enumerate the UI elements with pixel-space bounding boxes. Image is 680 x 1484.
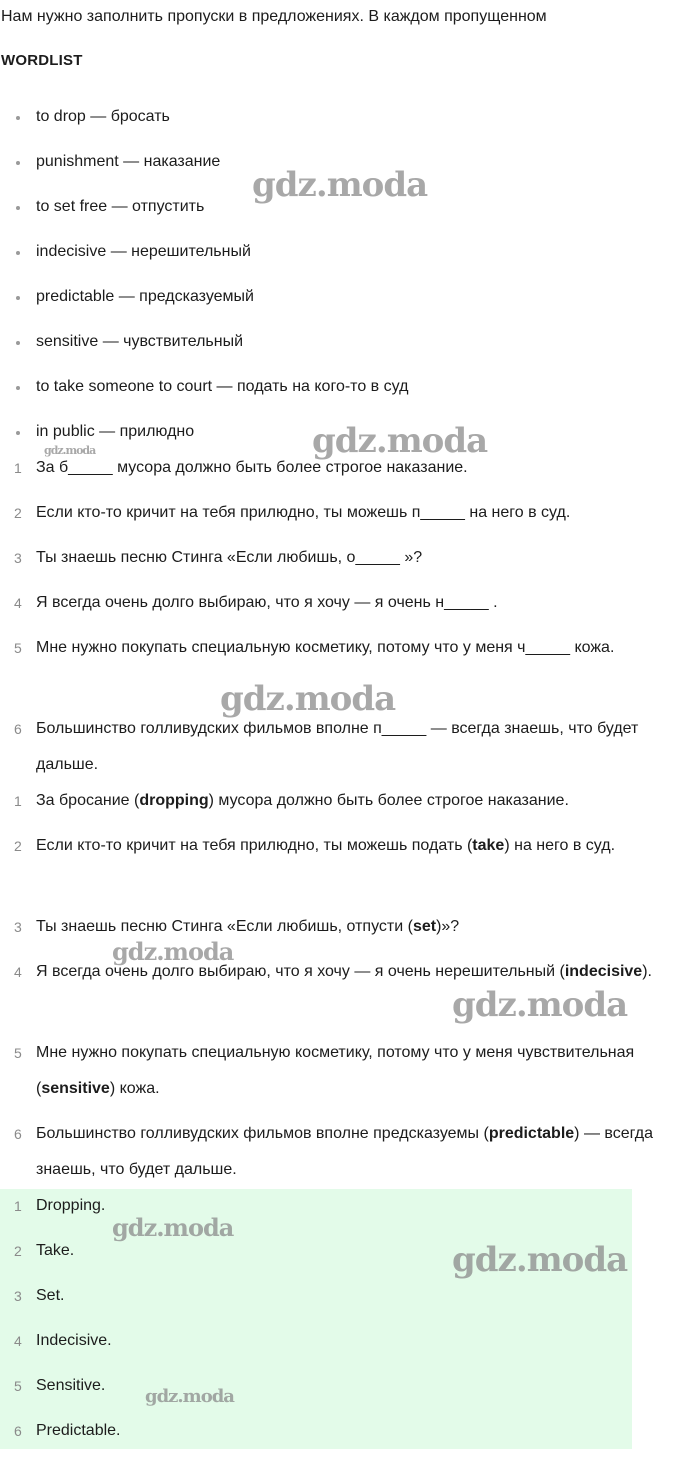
watermark: gdz.moda [112, 1213, 234, 1242]
watermark: gdz.moda [452, 1240, 628, 1280]
watermark: gdz.moda [220, 679, 396, 719]
answers-box [0, 1189, 632, 1449]
bullet-icon [16, 431, 20, 435]
watermark: gdz.moda [112, 937, 234, 966]
watermark: gdz.moda [44, 444, 96, 457]
wordlist-title: WORDLIST [1, 52, 83, 69]
watermark: gdz.moda [145, 1386, 234, 1407]
watermark: gdz.moda [312, 421, 488, 461]
bullet-icon [16, 161, 20, 165]
bullet-icon [16, 386, 20, 390]
watermark: gdz.moda [252, 165, 428, 205]
bullet-icon [16, 251, 20, 255]
intro-text: Нам нужно заполнить пропуски в предложениях. В каждом пропущенном [1, 8, 547, 25]
bullet-icon [16, 341, 20, 345]
bullet-icon [16, 296, 20, 300]
bullet-icon [16, 206, 20, 210]
watermark: gdz.moda [452, 985, 628, 1025]
bullet-icon [16, 116, 20, 120]
